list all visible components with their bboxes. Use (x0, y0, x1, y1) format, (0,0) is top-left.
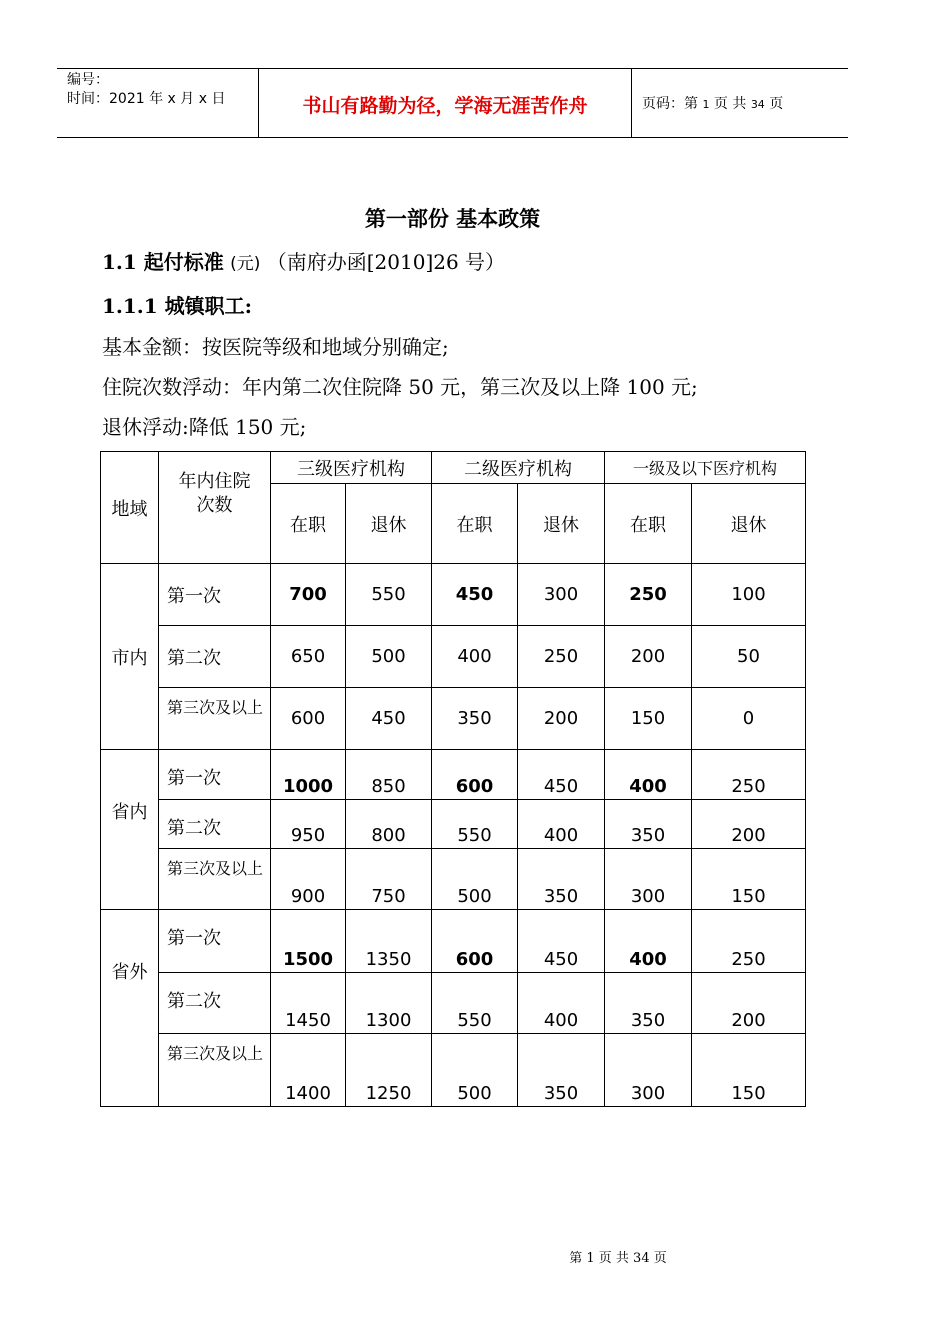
value-cell: 450 (518, 910, 605, 973)
value-cell: 350 (518, 1034, 605, 1107)
time-label: 时间：2021 年 x 月 x 日 (67, 91, 226, 107)
value-cell: 950 (271, 800, 346, 849)
header-active: 在职 (432, 484, 518, 564)
value-cell: 400 (518, 800, 605, 849)
value-cell: 300 (605, 849, 692, 910)
region-cell: 省外 (101, 910, 159, 1107)
value-cell: 50 (692, 626, 806, 688)
times-label: 第三次及以上 (159, 1034, 271, 1107)
value-cell: 600 (432, 750, 518, 800)
value-cell: 200 (605, 626, 692, 688)
value-cell: 500 (432, 849, 518, 910)
value-cell: 1350 (346, 910, 432, 973)
value-cell: 450 (518, 750, 605, 800)
header-region: 地域 (101, 452, 159, 564)
value-cell: 400 (518, 973, 605, 1034)
value-cell: 300 (518, 564, 605, 626)
header-page-info (642, 93, 783, 113)
header-retired: 退休 (346, 484, 432, 564)
policy-line-retire-float: 退休浮动:降低 150 元; (102, 415, 307, 439)
table-row (101, 626, 806, 688)
value-cell: 250 (692, 750, 806, 800)
value-cell: 200 (692, 973, 806, 1034)
times-label: 第一次 (159, 910, 271, 973)
value-cell: 850 (346, 750, 432, 800)
value-cell: 1500 (271, 910, 346, 973)
value-cell: 400 (605, 750, 692, 800)
page-header (57, 68, 848, 138)
header-times: 年内住院次数 (159, 452, 271, 564)
times-label: 第二次 (159, 973, 271, 1034)
value-cell: 750 (346, 849, 432, 910)
value-cell: 100 (692, 564, 806, 626)
value-cell: 600 (271, 688, 346, 750)
value-cell: 200 (692, 800, 806, 849)
times-label: 第二次 (159, 800, 271, 849)
value-cell: 350 (605, 973, 692, 1034)
deductible-table (100, 451, 806, 1107)
header-level3: 三级医疗机构 (271, 452, 432, 484)
header-level2: 二级医疗机构 (432, 452, 605, 484)
section-reference: （南府办函[2010]26 号） (266, 250, 506, 274)
header-active: 在职 (271, 484, 346, 564)
value-cell: 900 (271, 849, 346, 910)
table-row (101, 800, 806, 849)
value-cell: 1000 (271, 750, 346, 800)
value-cell: 0 (692, 688, 806, 750)
value-cell: 150 (692, 849, 806, 910)
header-meta (67, 71, 225, 109)
value-cell: 250 (518, 626, 605, 688)
policy-line-times-float: 住院次数浮动：年内第二次住院降 50 元，第三次及以上降 100 元; (102, 375, 698, 399)
value-cell: 1400 (271, 1034, 346, 1107)
section-title: 1.1 起付标准 (102, 250, 224, 274)
policy-line-base-amount: 基本金额：按医院等级和地域分别确定; (102, 335, 449, 359)
table-row (101, 973, 806, 1034)
value-cell: 400 (605, 910, 692, 973)
times-label: 第二次 (159, 626, 271, 688)
value-cell: 600 (432, 910, 518, 973)
value-cell: 500 (432, 1034, 518, 1107)
value-cell: 250 (692, 910, 806, 973)
value-cell: 300 (605, 1034, 692, 1107)
value-cell: 550 (346, 564, 432, 626)
page-footer: 第 1 页 共 34 页 (569, 1251, 667, 1266)
value-cell: 550 (432, 973, 518, 1034)
value-cell: 700 (271, 564, 346, 626)
page-suffix: 页 (769, 96, 784, 112)
value-cell: 450 (432, 564, 518, 626)
header-divider (631, 69, 632, 137)
header-level1: 一级及以下医疗机构 (605, 452, 806, 484)
value-cell: 250 (605, 564, 692, 626)
value-cell: 350 (518, 849, 605, 910)
value-cell: 150 (692, 1034, 806, 1107)
document-title: 第一部份 基本政策 (364, 206, 541, 231)
section-heading-1-1-1: 1.1.1 城镇职工: (102, 294, 253, 318)
table-row (101, 750, 806, 800)
times-label: 第一次 (159, 564, 271, 626)
value-cell: 500 (346, 626, 432, 688)
value-cell: 650 (271, 626, 346, 688)
value-cell: 150 (605, 688, 692, 750)
table-row (101, 910, 806, 973)
header-retired: 退休 (692, 484, 806, 564)
page-total: 34 (750, 98, 765, 111)
value-cell: 350 (432, 688, 518, 750)
value-cell: 400 (432, 626, 518, 688)
table-row (101, 1034, 806, 1107)
value-cell: 550 (432, 800, 518, 849)
table-row (101, 564, 806, 626)
value-cell: 1450 (271, 973, 346, 1034)
table-row (101, 849, 806, 910)
times-label: 第三次及以上 (159, 849, 271, 910)
header-active: 在职 (605, 484, 692, 564)
table-row (101, 688, 806, 750)
header-motto: 书山有路勤为径，学海无涯苦作舟 (302, 95, 588, 117)
page-number: 1 (702, 98, 710, 111)
value-cell: 200 (518, 688, 605, 750)
times-label: 第一次 (159, 750, 271, 800)
value-cell: 450 (346, 688, 432, 750)
value-cell: 350 (605, 800, 692, 849)
value-cell: 800 (346, 800, 432, 849)
page-mid: 页 共 (713, 96, 747, 112)
page-prefix: 页码：第 (642, 96, 698, 112)
value-cell: 1300 (346, 973, 432, 1034)
number-label: 编号： (67, 72, 109, 88)
section-unit: (元) (230, 254, 261, 274)
value-cell: 1250 (346, 1034, 432, 1107)
section-heading-1-1 (102, 246, 505, 275)
times-label: 第三次及以上 (159, 688, 271, 750)
region-cell: 省内 (101, 750, 159, 910)
header-retired: 退休 (518, 484, 605, 564)
region-cell: 市内 (101, 564, 159, 750)
